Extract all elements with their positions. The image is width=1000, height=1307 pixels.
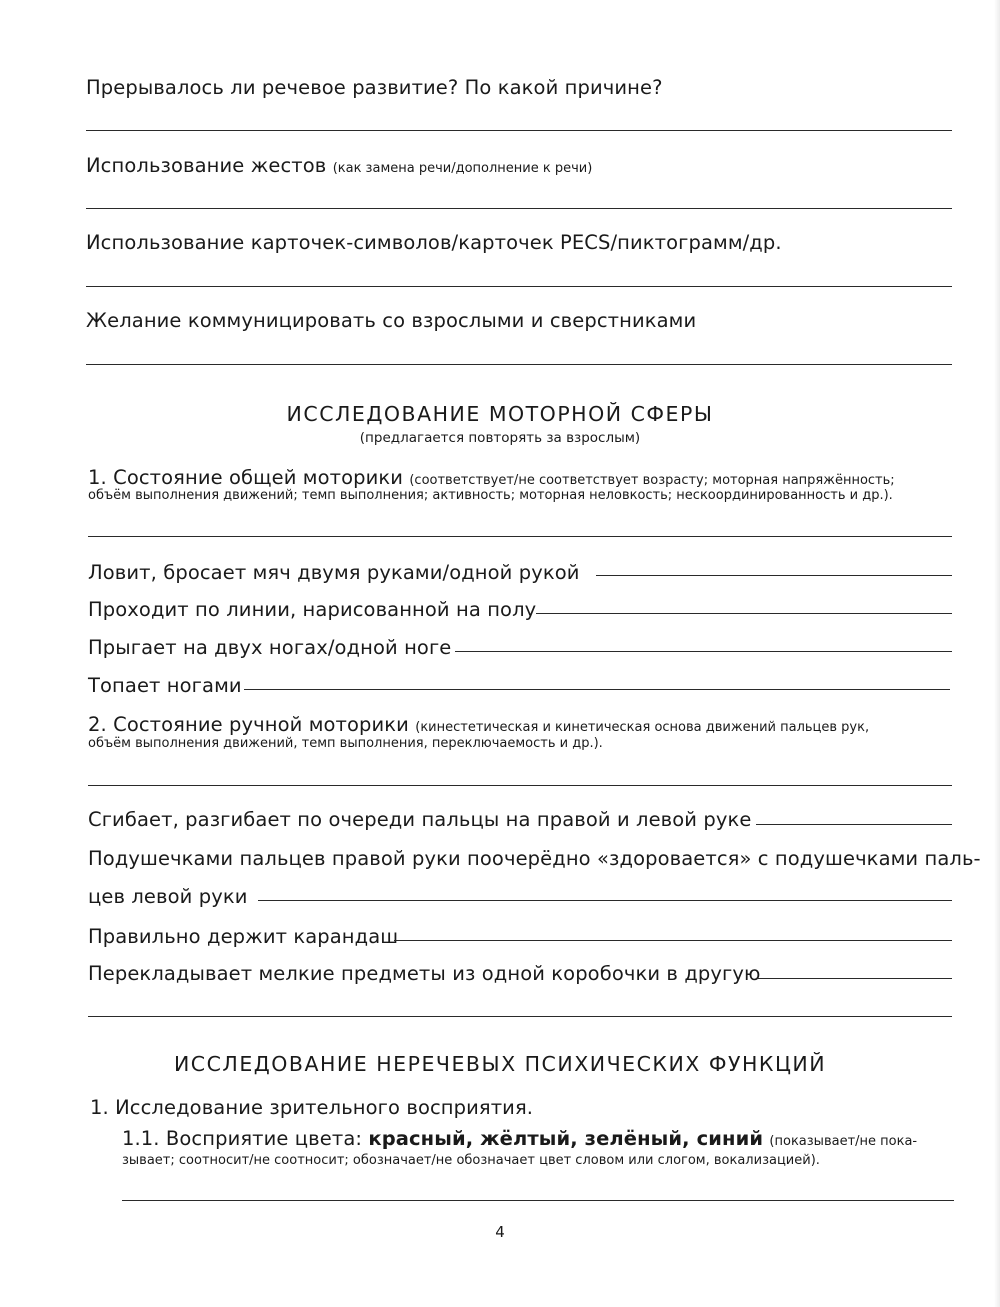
item-fingers: Сгибает, разгибает по очереди пальцы на правой и левой руке bbox=[88, 808, 752, 831]
color-perception-title bbox=[122, 1127, 917, 1154]
answer-line[interactable] bbox=[86, 286, 952, 287]
item-line-walk: Проходит по линии, нарисованной на полу bbox=[88, 598, 537, 621]
item-stomp: Топает ногами bbox=[88, 674, 242, 697]
answer-line[interactable] bbox=[86, 364, 952, 365]
item-greet-line-2: цев левой руки bbox=[88, 885, 248, 908]
answer-line[interactable] bbox=[244, 689, 950, 690]
question-gestures bbox=[86, 154, 592, 181]
general-motor-note-2: объём выполнения движений; темп выполнения; активность; моторная неловкость; нескоординированность и др.). bbox=[88, 488, 893, 503]
answer-line[interactable] bbox=[394, 940, 952, 941]
visual-perception-title: 1. Исследование зрительного восприятия. bbox=[90, 1096, 534, 1119]
answer-line[interactable] bbox=[88, 1016, 952, 1017]
color-perception-note-1: (показывает/не пока- bbox=[769, 1134, 918, 1149]
question-speech-interruption: Прерывалось ли речевое развитие? По какой причине? bbox=[86, 76, 663, 99]
answer-line[interactable] bbox=[756, 978, 952, 979]
answer-line[interactable] bbox=[88, 785, 952, 786]
question-gestures-note: (как замена речи/дополнение к речи) bbox=[332, 161, 593, 176]
item-objects: Перекладывает мелкие предметы из одной коробочки в другую bbox=[88, 962, 761, 985]
general-motor-title-label: 1. Состояние общей моторики bbox=[88, 466, 404, 489]
color-perception-label: 1.1. Восприятие цвета: bbox=[122, 1127, 363, 1150]
answer-line[interactable] bbox=[455, 651, 952, 652]
color-perception-colors: красный, жёлтый, зелёный, синий bbox=[368, 1127, 764, 1150]
general-motor-note-1: (соответствует/не соответствует возрасту; моторная напряжённость; bbox=[409, 473, 895, 488]
manual-motor-title-label: 2. Состояние ручной моторики bbox=[88, 713, 409, 736]
question-communication: Желание коммуницировать со взрослыми и сверстниками bbox=[86, 309, 697, 332]
answer-line[interactable] bbox=[86, 208, 952, 209]
question-cards: Использование карточек-символов/карточек PECS/пиктограмм/др. bbox=[86, 231, 782, 254]
page-number: 4 bbox=[495, 1223, 505, 1241]
motor-section-subheading: (предлагается повторять за взрослым) bbox=[359, 430, 641, 446]
item-greet-line-1: Подушечками пальцев правой руки поочерёдно «здоровается» с подушечками паль- bbox=[88, 847, 981, 870]
answer-line[interactable] bbox=[756, 824, 952, 825]
color-perception-note-2: зывает; соотносит/не соотносит; обозначает/не обозначает цвет словом или слогом, вокализацией). bbox=[122, 1153, 820, 1168]
answer-line[interactable] bbox=[596, 575, 952, 576]
answer-line[interactable] bbox=[88, 536, 952, 537]
manual-motor-note-1: (кинестетическая и кинетическая основа движений пальцев рук, bbox=[415, 720, 870, 735]
item-ball: Ловит, бросает мяч двумя руками/одной рукой bbox=[88, 561, 580, 584]
item-pencil: Правильно держит карандаш bbox=[88, 925, 399, 948]
answer-line[interactable] bbox=[258, 900, 952, 901]
manual-motor-note-2: объём выполнения движений, темп выполнения, переключаемость и др.). bbox=[88, 736, 603, 751]
page-edge bbox=[994, 0, 1000, 1307]
question-gestures-label: Использование жестов bbox=[86, 154, 327, 177]
answer-line[interactable] bbox=[86, 130, 952, 131]
nonspeech-section-heading: ИССЛЕДОВАНИЕ НЕРЕЧЕВЫХ ПСИХИЧЕСКИХ ФУНКЦИЙ bbox=[173, 1052, 827, 1076]
item-jump: Прыгает на двух ногах/одной ноге bbox=[88, 636, 452, 659]
motor-section-heading: ИССЛЕДОВАНИЕ МОТОРНОЙ СФЕРЫ bbox=[286, 402, 714, 426]
answer-line[interactable] bbox=[122, 1200, 954, 1201]
answer-line[interactable] bbox=[536, 613, 952, 614]
